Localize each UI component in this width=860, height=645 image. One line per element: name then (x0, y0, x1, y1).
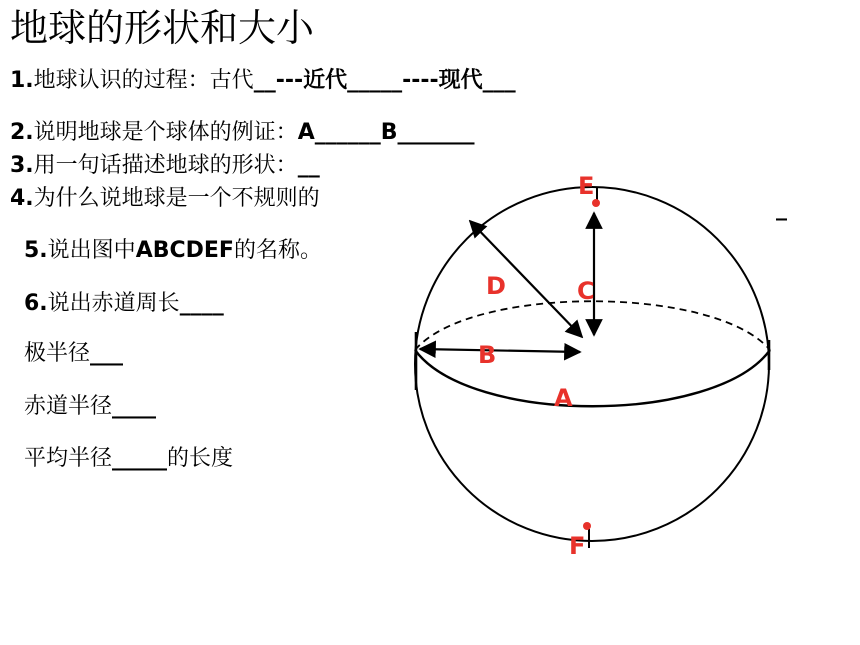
answer-blank[interactable]: __ (297, 153, 320, 178)
question-text: 平均半径 (24, 446, 113, 471)
question-text: 赤道半径 (24, 394, 113, 419)
south-pole-dot (583, 522, 591, 530)
example-label-b: B (380, 120, 398, 145)
question-number: 2. (10, 120, 34, 145)
question-number: 1. (10, 68, 34, 93)
question-number: 5. (24, 238, 48, 263)
answer-blank[interactable]: ____ (112, 394, 157, 419)
north-pole-dot (592, 199, 600, 207)
answer-blank[interactable]: __ (253, 68, 276, 93)
page-title: 地球的形状和大小 (10, 6, 315, 50)
question-4-tail-blank[interactable] (776, 194, 787, 224)
question-2 (10, 118, 475, 148)
question-text: 为什么说地球是一个不规则的 (33, 186, 320, 211)
answer-blank[interactable]: _ (776, 196, 787, 221)
question-text: ---近代 (275, 68, 348, 93)
question-text: 说出图中 (47, 238, 136, 263)
question-text: 的长度 (167, 446, 234, 471)
example-label-a: A (297, 120, 315, 145)
label-B: B (478, 341, 497, 369)
answer-blank[interactable]: ____ (179, 291, 224, 316)
polar-radius-question (24, 339, 123, 369)
question-6 (24, 289, 224, 319)
mean-radius-question (24, 444, 233, 474)
question-letters: ABCDEF (135, 238, 234, 263)
equator-back-dashed (415, 301, 770, 350)
label-C: C (577, 277, 595, 305)
label-A: A (554, 384, 573, 412)
question-number: 3. (10, 153, 34, 178)
label-F: F (569, 532, 586, 560)
question-text: 用一句话描述地球的形状： (33, 153, 298, 178)
question-text: 说明地球是个球体的例证： (33, 120, 298, 145)
equatorial-radius-question (24, 392, 156, 422)
answer-blank[interactable]: ______ (314, 120, 381, 145)
question-text: 极半径 (24, 341, 91, 366)
question-text: ----现代 (402, 68, 483, 93)
equatorial-radius-arrow-B (420, 349, 580, 352)
question-text: 的名称。 (233, 238, 322, 263)
sphere-outline (415, 187, 769, 541)
question-text: 说出赤道周长 (47, 291, 180, 316)
question-5 (24, 236, 322, 266)
question-number: 6. (24, 291, 48, 316)
answer-blank[interactable]: _____ (112, 446, 168, 471)
question-1 (10, 66, 516, 96)
question-3 (10, 151, 320, 181)
answer-blank[interactable]: _______ (397, 120, 475, 145)
label-E: E (578, 172, 595, 200)
question-text: 地球认识的过程：古代 (33, 68, 254, 93)
question-number: 4. (10, 186, 34, 211)
answer-blank[interactable]: ___ (482, 68, 516, 93)
question-4 (10, 184, 410, 214)
label-D: D (486, 272, 506, 300)
answer-blank[interactable]: _____ (347, 68, 403, 93)
equator-front (415, 350, 770, 406)
answer-blank[interactable]: ___ (90, 341, 124, 366)
